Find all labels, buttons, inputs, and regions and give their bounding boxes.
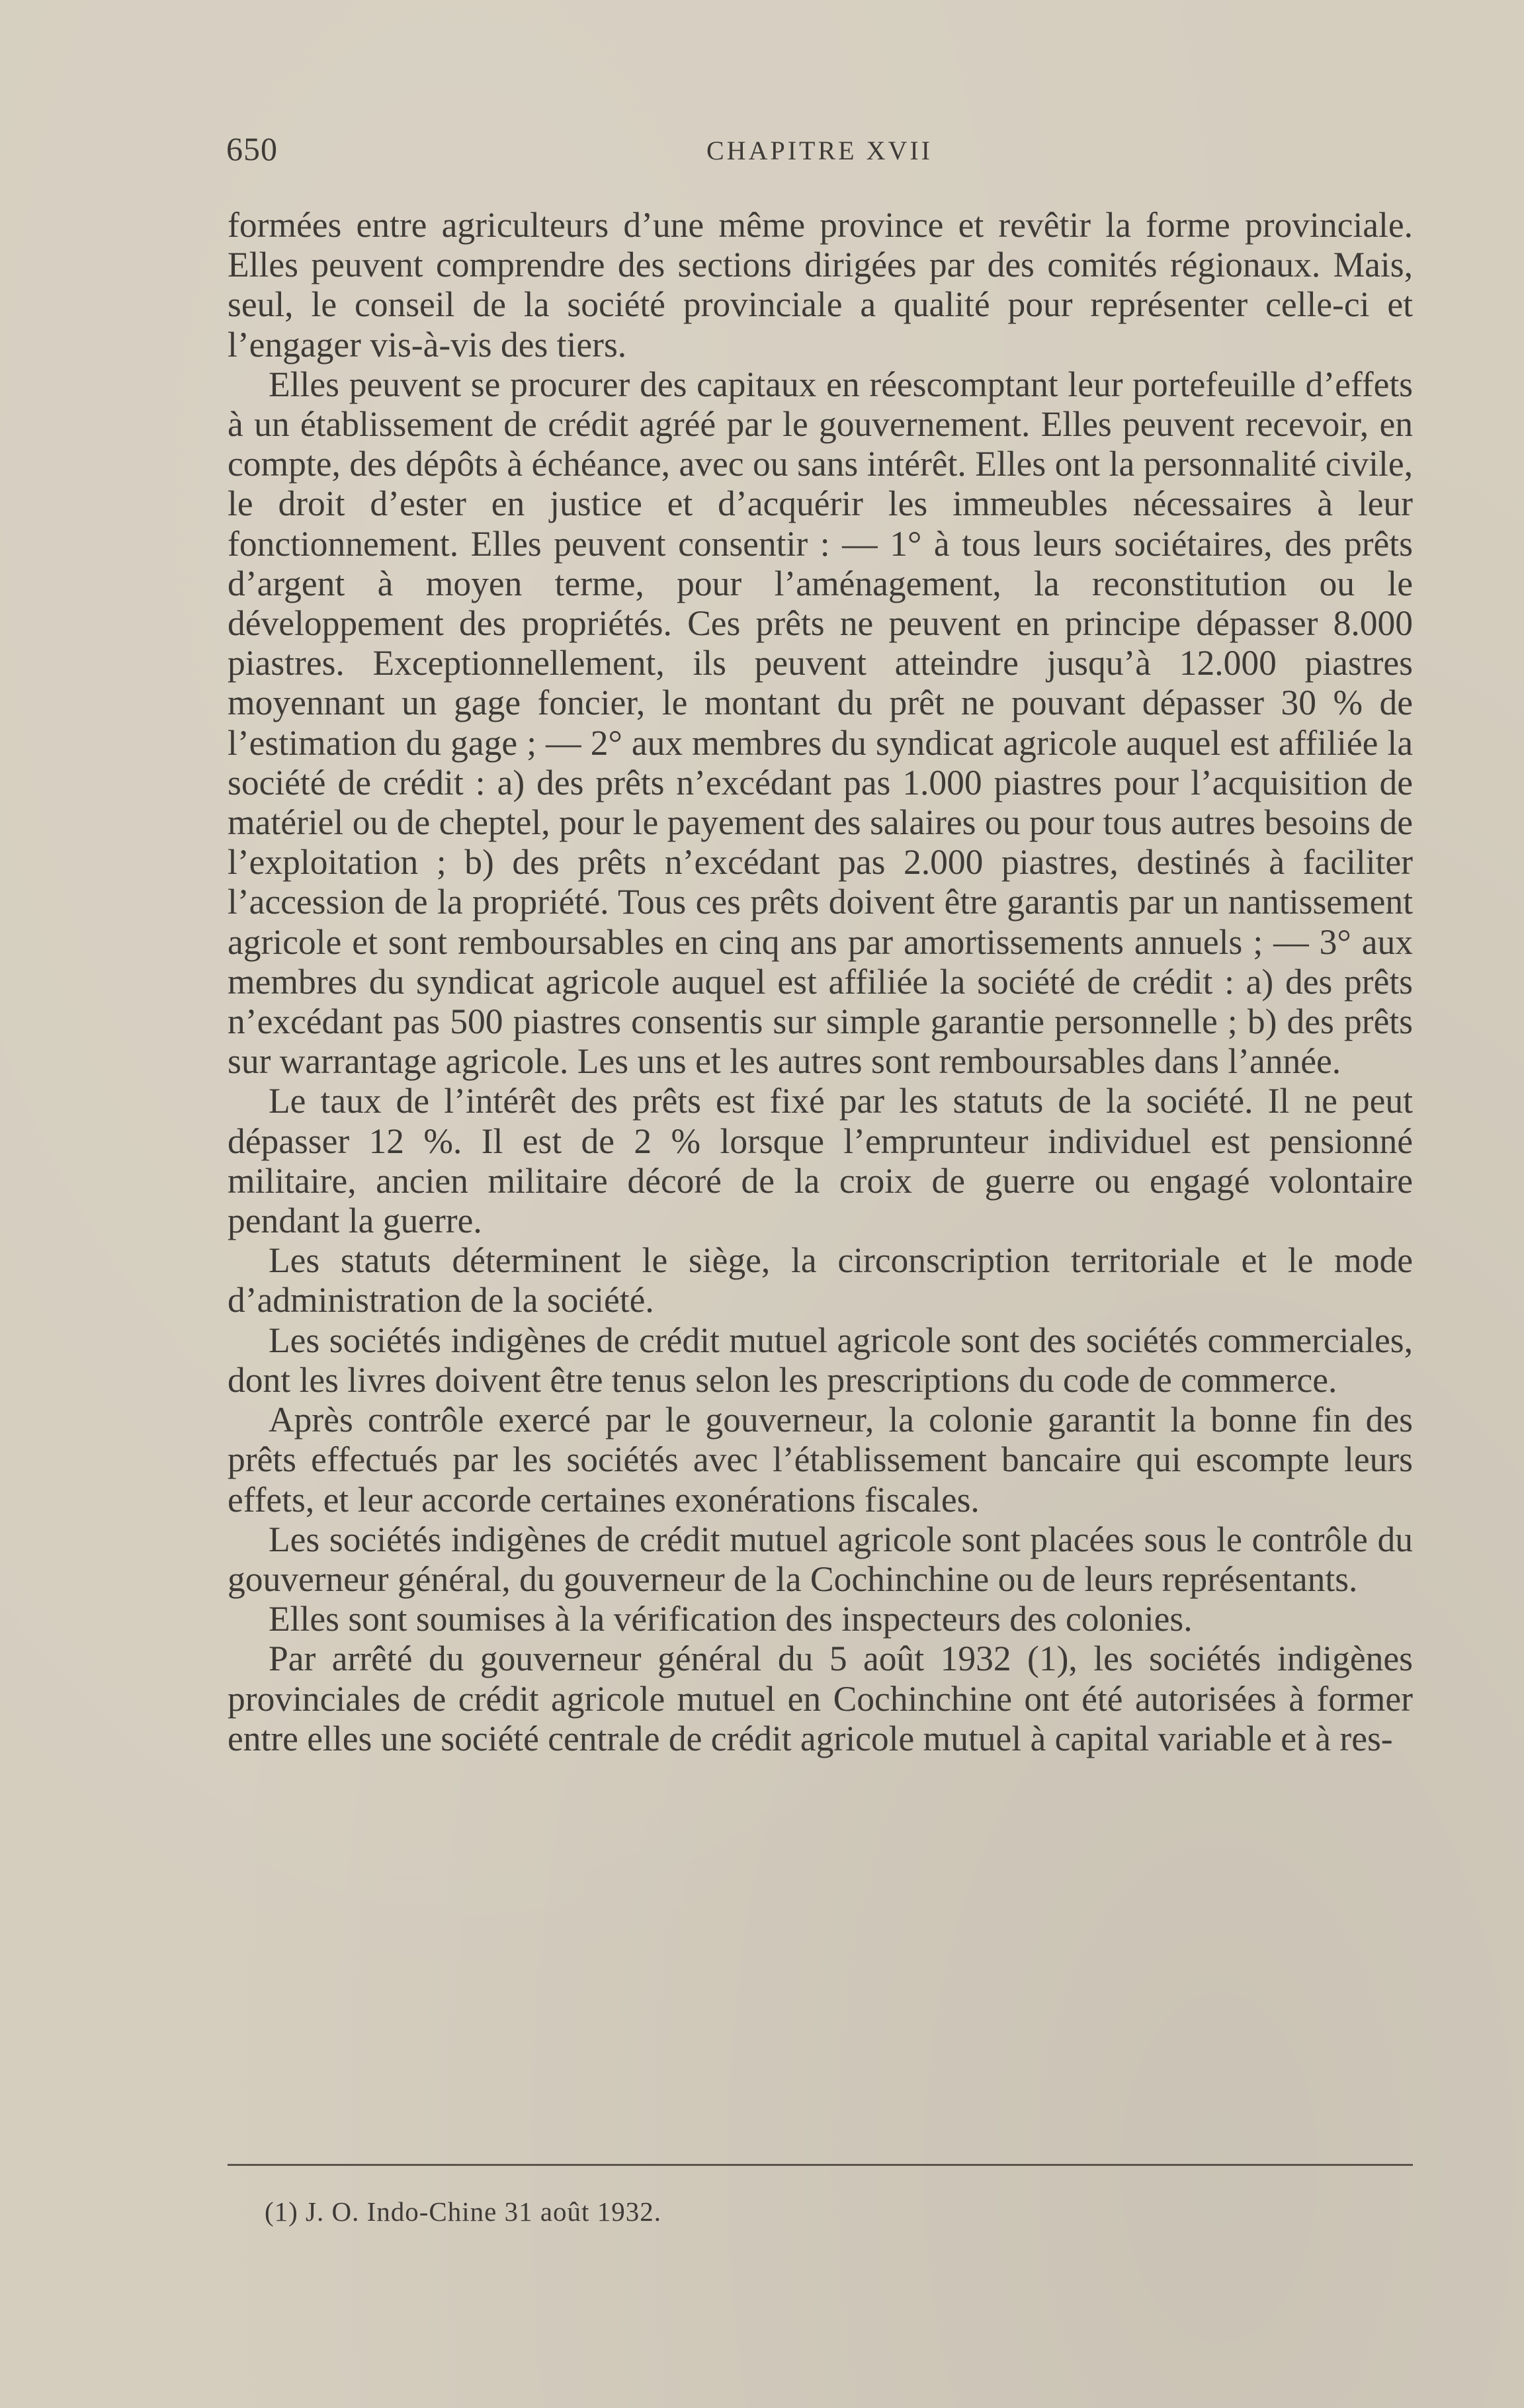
paragraph: Elles sont soumises à la vérification des inspecteurs des colonies.	[269, 1599, 1193, 1639]
paragraph: Après contrôle exercé par le gouverneur, la colonie garantit la bonne fin des prêts effectués par les sociétés avec l’établissement bancaire qui escompte leurs effets, et leur accorde certaines exonérations fiscales.	[228, 1400, 1413, 1520]
paragraph: Les sociétés indigènes de crédit mutuel agricole sont placées sous le contrôle du gouverneur général, du gouverneur de la Cochinchine ou de leurs représentants.	[228, 1519, 1413, 1599]
paragraph: Par arrêté du gouverneur général du 5 août 1932 (1), les sociétés indigènes provinciales de crédit agricole mutuel en Cochinchine ont été autorisées à former entre elles une société centrale de crédit agricole mutuel à capital variable et à res-	[228, 1639, 1413, 1758]
paragraph: Elles peuvent se procurer des capitaux en réescomptant leur portefeuille d’effets à un établissement de crédit agréé par le gouvernement. Elles peuvent recevoir, en compte, des dépôts à échéance, avec ou sans intérêt. Elles ont la personnalité civile, le droit d’ester en justice et d’acquérir les immeubles nécessaires à leur fonctionnement. Elles peuvent consentir : — 1° à tous leurs sociétaires, des prêts d’argent à moyen terme, pour l’aménagement, la reconstitution ou le développement des propriétés. Ces prêts ne peuvent en principe dépasser 8.000 piastres. Exceptionnellement, ils peuvent atteindre jusqu’à 12.000 piastres moyennant un gage foncier, le montant du prêt ne pouvant dépasser 30 % de l’estimation du gage ; — 2° aux membres du syndicat agricole auquel est affiliée la société de crédit : a) des prêts n’excédant pas 1.000 piastres pour l’acquisition de matériel ou de cheptel, pour le payement des salaires ou pour tous autres besoins de l’exploitation ; b) des prêts n’excédant pas 2.000 piastres, destinés à faciliter l’accession de la propriété. Tous ces prêts doivent être garantis par un nantissement agricole et sont remboursables en cinq ans par amortissements annuels ; — 3° aux membres du syndicat agricole auquel est affiliée la société de crédit : a) des prêts n’excédant pas 500 piastres consentis sur simple garantie personnelle ; b) des prêts sur warrantage agricole. Les uns et les autres sont remboursables dans l’année.	[228, 364, 1413, 1082]
footnote-divider	[228, 2164, 1413, 2166]
running-head	[226, 130, 1413, 172]
paragraph: formées entre agriculteurs d’une même province et revêtir la forme provinciale. Elles peuvent comprendre des sections dirigées par des comités régionaux. Mais, seul, le conseil de la société provinciale a qualité pour représenter celle-ci et l’engager vis-à-vis des tiers.	[228, 205, 1413, 365]
paragraph: Les sociétés indigènes de crédit mutuel agricole sont des sociétés commerciales, dont les livres doivent être tenus selon les prescriptions du code de commerce.	[228, 1320, 1413, 1400]
paragraph: Les statuts déterminent le siège, la circonscription territoriale et le mode d’administration de la société.	[228, 1240, 1413, 1320]
chapter-title: CHAPITRE XVII	[706, 136, 933, 165]
paragraph: Le taux de l’intérêt des prêts est fixé par les statuts de la société. Il ne peut dépasser 12 %. Il est de 2 % lorsque l’emprunteur individuel est pensionné militaire, ancien militaire décoré de la croix de guerre ou engagé volontaire pendant la guerre.	[228, 1081, 1413, 1241]
page-number: 650	[226, 130, 278, 167]
footnote: (1) J. O. Indo-Chine 31 août 1932.	[265, 2196, 661, 2227]
body-text	[228, 205, 1413, 1758]
